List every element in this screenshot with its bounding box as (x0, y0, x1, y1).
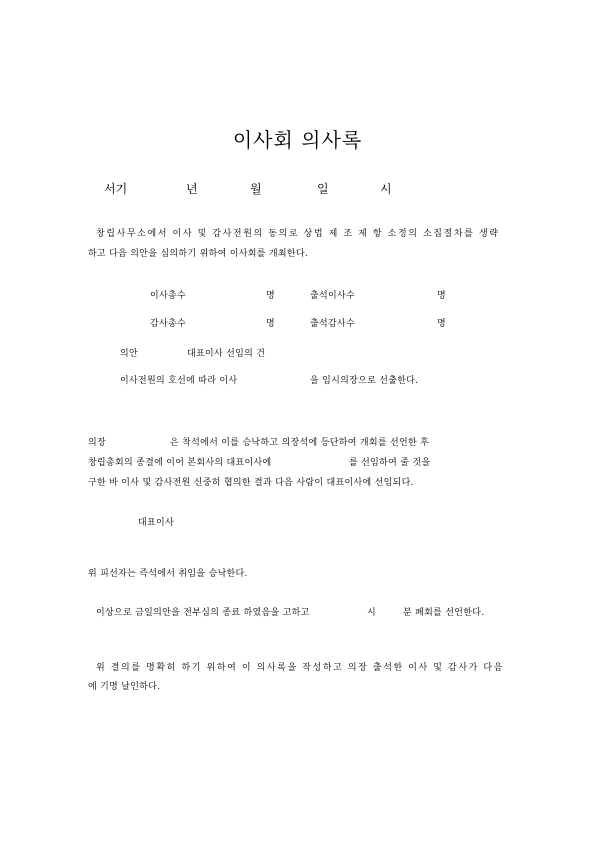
directors-total-label: 이사총수 (150, 291, 186, 301)
auditors-present-label: 출석감사수 (310, 319, 355, 329)
body-line-2a: 창립총회의 종결에 이어 본회사의 대표이사에 (88, 458, 272, 468)
closing-text-c: 분 폐회를 선언한다. (403, 608, 485, 618)
agenda-item: 대표이사 선임의 건 (187, 349, 266, 359)
acceptance-text: 위 피선자는 즉석에서 취임을 승낙한다. (88, 569, 248, 579)
auditors-total-unit: 명 (266, 319, 275, 329)
directors-total-unit: 명 (266, 291, 275, 301)
agenda-label: 의안 (120, 349, 138, 359)
directors-present-label: 출석이사수 (310, 291, 355, 301)
date-hour-label: 시 (380, 182, 392, 196)
body-line-3: 구한 바 이사 및 감사전원 신중히 협의한 결과 다음 사람이 대표이사에 선임되다. (88, 478, 414, 488)
elected-representative-label: 대표이사 (138, 518, 174, 528)
body-line-2b: 를 선임하여 줄 것을 (349, 458, 431, 468)
body-line-1b: 은 착석에서 이를 승낙하고 의장석에 등단하여 개회를 선언한 후 (170, 438, 430, 448)
final-line-1: 위 결의를 명확히 하기 위하여 이 의사록을 작성하고 의장 출석한 이사 및 감사가 다음 (96, 663, 504, 673)
intro-line-2: 하고 다음 의안을 심의하기 위하여 이사회를 개최한다. (88, 249, 308, 259)
chair-election-text-b: 을 임시의장으로 선출한다. (310, 376, 419, 386)
intro-line-1: 창립사무소에서 이사 및 감사전원의 동의로 상법 제 조 제 항 소정의 소집절차를 생략 (96, 229, 500, 239)
directors-present-unit: 명 (437, 291, 446, 301)
auditors-total-label: 감사총수 (150, 319, 186, 329)
auditors-present-unit: 명 (437, 319, 446, 329)
chair-election-text-a: 이사전원의 호선에 따라 이사 (120, 376, 238, 386)
final-line-2: 에 기명 날인하다. (88, 682, 161, 692)
closing-text-a: 이상으로 금일의안을 전부심의 종료 하였음을 고하고 (96, 608, 310, 618)
document-title: 이사회 의사록 (232, 128, 363, 152)
date-year-label: 년 (186, 182, 198, 196)
body-line-1a: 의장 (88, 438, 106, 448)
closing-hour-label: 시 (367, 608, 376, 618)
date-month-label: 월 (250, 182, 262, 196)
date-day-label: 일 (317, 182, 329, 196)
date-prefix: 서기 (104, 182, 128, 196)
